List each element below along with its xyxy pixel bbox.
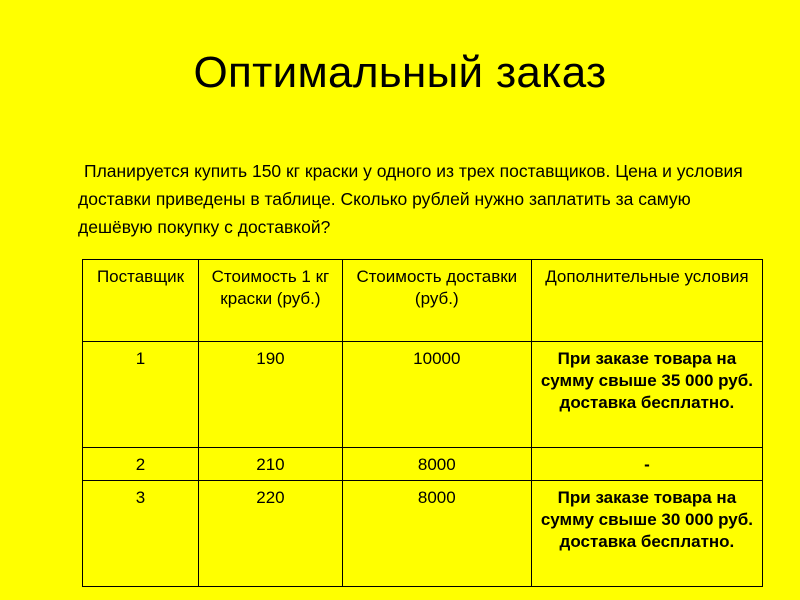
header-delivery-cost: Стоимость доставки (руб.): [342, 260, 531, 342]
header-supplier: Поставщик: [83, 260, 199, 342]
cell-supplier: 2: [83, 448, 199, 481]
cell-conditions: При заказе товара на сумму свыше 35 000 руб. доставка бесплатно.: [531, 342, 762, 448]
cell-conditions: -: [531, 448, 762, 481]
header-conditions: Дополнительные условия: [531, 260, 762, 342]
supplier-table: [82, 259, 763, 587]
cell-price-per-kg: 210: [199, 448, 343, 481]
cell-price-per-kg: 220: [199, 481, 343, 587]
cell-price-per-kg: 190: [199, 342, 343, 448]
table-row: [83, 342, 763, 448]
slide-title: Оптимальный заказ: [193, 48, 607, 97]
cell-supplier: 3: [83, 481, 199, 587]
problem-statement: Планируется купить 150 кг краски у одного из трех поставщиков. Цена и условия доставки приведены в таблице. Сколько рублей нужно заплатить за самую дешёвую покупку с доставкой?: [78, 161, 743, 237]
cell-delivery-cost: 8000: [342, 481, 531, 587]
header-price-per-kg: Стоимость 1 кг краски (руб.): [199, 260, 343, 342]
table-row: [83, 481, 763, 587]
cell-conditions: При заказе товара на сумму свыше 30 000 руб. доставка бесплатно.: [531, 481, 762, 587]
cell-delivery-cost: 8000: [342, 448, 531, 481]
table-row: [83, 448, 763, 481]
cell-delivery-cost: 10000: [342, 342, 531, 448]
cell-supplier: 1: [83, 342, 199, 448]
table-header-row: [83, 260, 763, 342]
